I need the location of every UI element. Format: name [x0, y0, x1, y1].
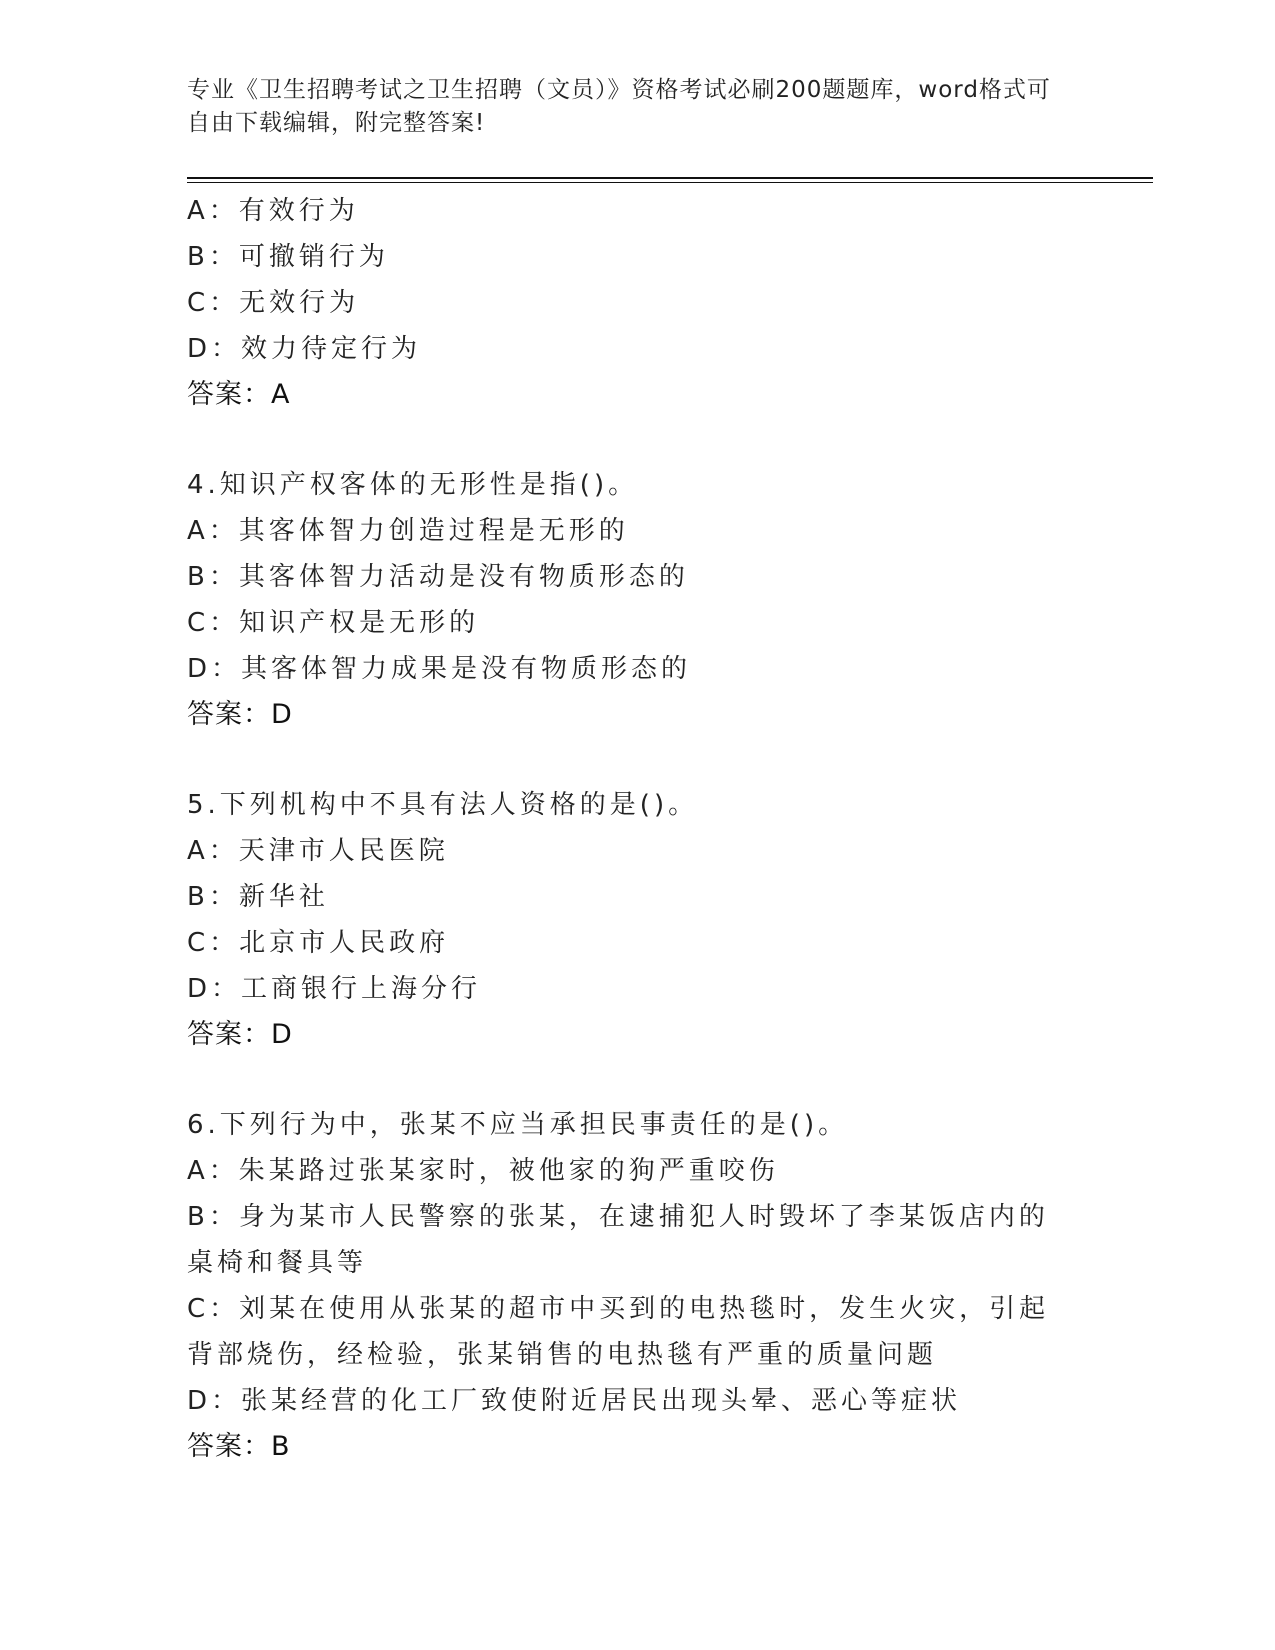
- question-3: [187, 188, 1087, 418]
- answer: 答案：B: [187, 1431, 291, 1462]
- question-4: [187, 462, 1087, 738]
- question-6: [187, 1102, 1087, 1470]
- option-b: B：新华社: [187, 882, 329, 912]
- question-list: [187, 188, 1087, 1470]
- option-c: C：刘某在使用从张某的超市中买到的电热毯时，发生火灾，引起背部烧伤，经检验，张某销售的电热毯有严重的质量问题: [187, 1294, 1050, 1370]
- option-a: A：其客体智力创造过程是无形的: [187, 516, 629, 546]
- answer: 答案：D: [187, 1019, 293, 1050]
- option-a: A：朱某路过张某家时，被他家的狗严重咬伤: [187, 1156, 779, 1186]
- header-divider: [187, 177, 1153, 179]
- option-c: C：知识产权是无形的: [187, 608, 480, 638]
- option-b: B：身为某市人民警察的张某，在逮捕犯人时毁坏了李某饭店内的桌椅和餐具等: [187, 1202, 1049, 1278]
- option-c: C：无效行为: [187, 288, 360, 318]
- header-divider-thin: [187, 182, 1153, 183]
- option-a: A：有效行为: [187, 196, 359, 226]
- option-b: B：其客体智力活动是没有物质形态的: [187, 562, 689, 592]
- option-b: B：可撤销行为: [187, 242, 389, 272]
- option-d: D：工商银行上海分行: [187, 974, 482, 1004]
- answer: 答案：D: [187, 699, 293, 730]
- question-text: 5.下列机构中不具有法人资格的是()。: [187, 790, 699, 820]
- question-text: 4.知识产权客体的无形性是指()。: [187, 470, 639, 500]
- option-d: D：效力待定行为: [187, 334, 422, 364]
- option-c: C：北京市人民政府: [187, 928, 450, 958]
- option-a: A：天津市人民医院: [187, 836, 449, 866]
- document-header: 专业《卫生招聘考试之卫生招聘（文员）》资格考试必刷200题题库，word格式可自由下载编辑，附完整答案!: [187, 77, 1051, 136]
- option-d: D：张某经营的化工厂致使附近居民出现头晕、恶心等症状: [187, 1386, 962, 1416]
- answer: 答案：A: [187, 379, 291, 410]
- question-text: 6.下列行为中，张某不应当承担民事责任的是()。: [187, 1110, 849, 1140]
- question-5: [187, 782, 1087, 1058]
- option-d: D：其客体智力成果是没有物质形态的: [187, 654, 692, 684]
